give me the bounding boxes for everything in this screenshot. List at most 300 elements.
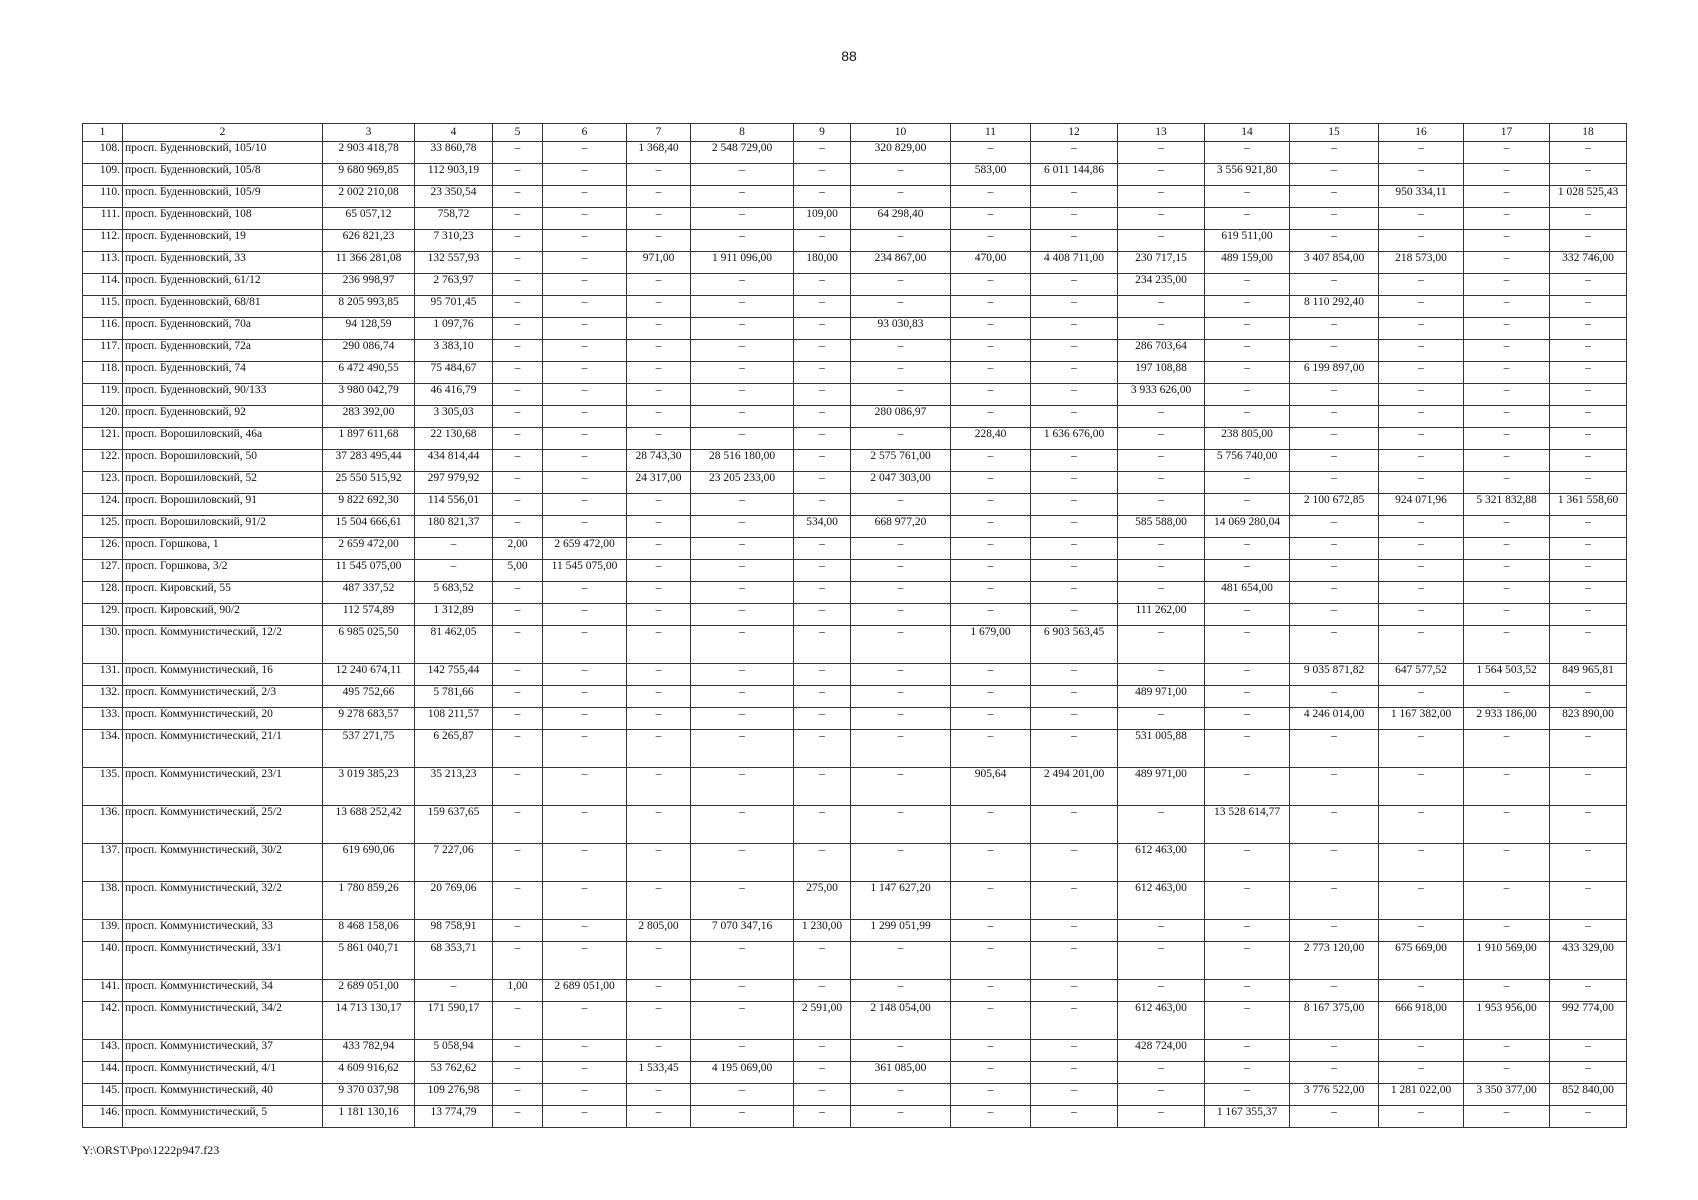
value-cell: –	[1464, 362, 1550, 384]
value-cell: –	[794, 626, 851, 664]
value-cell: 668 977,20	[851, 516, 951, 538]
value-cell: –	[951, 730, 1031, 768]
address-cell: просп. Коммунистический, 37	[123, 1040, 323, 1062]
value-cell: –	[493, 142, 543, 164]
row-number-cell: 135.	[83, 768, 123, 806]
header-cell: 1	[83, 124, 123, 142]
value-cell: –	[1118, 1084, 1205, 1106]
value-cell: –	[691, 384, 794, 406]
value-cell: –	[1205, 406, 1290, 428]
value-cell: –	[794, 274, 851, 296]
value-cell: –	[493, 920, 543, 942]
value-cell: –	[1550, 406, 1627, 428]
value-cell: –	[851, 664, 951, 686]
address-cell: просп. Коммунистический, 25/2	[123, 806, 323, 844]
value-cell: –	[1205, 362, 1290, 384]
value-cell: –	[951, 450, 1031, 472]
value-cell: –	[627, 1084, 691, 1106]
table-row	[83, 186, 1627, 208]
value-cell: –	[1205, 538, 1290, 560]
value-cell: –	[493, 384, 543, 406]
value-cell: –	[1205, 208, 1290, 230]
value-cell: –	[1031, 1002, 1118, 1040]
value-cell: –	[1464, 844, 1550, 882]
header-cell: 9	[794, 124, 851, 142]
value-cell: –	[794, 730, 851, 768]
value-cell: –	[1379, 1040, 1464, 1062]
header-cell: 8	[691, 124, 794, 142]
value-cell: –	[1118, 230, 1205, 252]
value-cell: –	[951, 942, 1031, 980]
value-cell: –	[1031, 230, 1118, 252]
value-cell: 286 703,64	[1118, 340, 1205, 362]
value-cell: –	[627, 362, 691, 384]
value-cell: –	[1205, 472, 1290, 494]
value-cell: –	[1290, 274, 1379, 296]
value-cell: 1 097,76	[415, 318, 493, 340]
row-number-cell: 115.	[83, 296, 123, 318]
value-cell: –	[493, 582, 543, 604]
value-cell: 142 755,44	[415, 664, 493, 686]
value-cell: –	[627, 384, 691, 406]
value-cell: –	[1118, 494, 1205, 516]
value-cell: –	[1290, 1062, 1379, 1084]
value-cell: 1 281 022,00	[1379, 1084, 1464, 1106]
value-cell: 1 167 382,00	[1379, 708, 1464, 730]
value-cell: –	[1550, 296, 1627, 318]
row-number-cell: 144.	[83, 1062, 123, 1084]
value-cell: –	[691, 494, 794, 516]
value-cell: –	[794, 472, 851, 494]
value-cell: –	[1290, 340, 1379, 362]
value-cell: –	[1290, 920, 1379, 942]
value-cell: 2 047 303,00	[851, 472, 951, 494]
value-cell: –	[691, 806, 794, 844]
address-cell: просп. Буденновский, 72а	[123, 340, 323, 362]
value-cell: –	[1464, 296, 1550, 318]
value-cell: –	[543, 362, 627, 384]
row-number-cell: 142.	[83, 1002, 123, 1040]
value-cell: 2 100 672,85	[1290, 494, 1379, 516]
value-cell: –	[627, 340, 691, 362]
value-cell: 612 463,00	[1118, 882, 1205, 920]
row-number-cell: 111.	[83, 208, 123, 230]
address-cell: просп. Коммунистический, 30/2	[123, 844, 323, 882]
row-number-cell: 128.	[83, 582, 123, 604]
table-row	[83, 164, 1627, 186]
value-cell: 2 575 761,00	[851, 450, 951, 472]
row-number-cell: 139.	[83, 920, 123, 942]
value-cell: 234 867,00	[851, 252, 951, 274]
value-cell: –	[627, 664, 691, 686]
value-cell: –	[1290, 768, 1379, 806]
value-cell: –	[1290, 844, 1379, 882]
value-cell: –	[1118, 538, 1205, 560]
value-cell: –	[415, 980, 493, 1002]
value-cell: 1 312,89	[415, 604, 493, 626]
value-cell: 64 298,40	[851, 208, 951, 230]
header-cell: 7	[627, 124, 691, 142]
value-cell: 94 128,59	[323, 318, 415, 340]
value-cell: –	[1379, 730, 1464, 768]
value-cell: 1 636 676,00	[1031, 428, 1118, 450]
value-cell: –	[951, 296, 1031, 318]
value-cell: –	[1205, 626, 1290, 664]
value-cell: –	[1205, 768, 1290, 806]
value-cell: –	[627, 1002, 691, 1040]
value-cell: –	[1550, 362, 1627, 384]
value-cell: –	[1290, 406, 1379, 428]
value-cell: –	[1379, 450, 1464, 472]
value-cell: –	[851, 768, 951, 806]
table-row	[83, 384, 1627, 406]
value-cell: –	[851, 230, 951, 252]
value-cell: 2 148 054,00	[851, 1002, 951, 1040]
value-cell: –	[493, 882, 543, 920]
value-cell: –	[493, 1106, 543, 1128]
value-cell: –	[1464, 384, 1550, 406]
value-cell: 619 690,06	[323, 844, 415, 882]
value-cell: –	[493, 1084, 543, 1106]
value-cell: –	[627, 806, 691, 844]
value-cell: –	[493, 1002, 543, 1040]
row-number-cell: 113.	[83, 252, 123, 274]
value-cell: 1 910 569,00	[1464, 942, 1550, 980]
header-cell: 2	[123, 124, 323, 142]
value-cell: 1 028 525,43	[1550, 186, 1627, 208]
value-cell: –	[951, 1084, 1031, 1106]
header-cell: 17	[1464, 124, 1550, 142]
value-cell: 2 763,97	[415, 274, 493, 296]
value-cell: 6 265,87	[415, 730, 493, 768]
value-cell: –	[1550, 538, 1627, 560]
address-cell: просп. Буденновский, 90/133	[123, 384, 323, 406]
value-cell: –	[1031, 406, 1118, 428]
value-cell: –	[1379, 582, 1464, 604]
value-cell: –	[794, 362, 851, 384]
value-cell: 108 211,57	[415, 708, 493, 730]
value-cell: –	[1031, 708, 1118, 730]
value-cell: 9 822 692,30	[323, 494, 415, 516]
value-cell: –	[794, 450, 851, 472]
value-cell: 1,00	[493, 980, 543, 1002]
address-cell: просп. Коммунистический, 23/1	[123, 768, 323, 806]
value-cell: –	[1550, 604, 1627, 626]
value-cell: 75 484,67	[415, 362, 493, 384]
value-cell: –	[794, 942, 851, 980]
table-row	[83, 560, 1627, 582]
value-cell: –	[1379, 318, 1464, 340]
value-cell: 2 689 051,00	[543, 980, 627, 1002]
value-cell: –	[543, 450, 627, 472]
value-cell: –	[1031, 942, 1118, 980]
value-cell: –	[1031, 806, 1118, 844]
value-cell: –	[543, 472, 627, 494]
value-cell: 132 557,93	[415, 252, 493, 274]
value-cell: –	[1031, 844, 1118, 882]
value-cell: 37 283 495,44	[323, 450, 415, 472]
value-cell: 6 199 897,00	[1290, 362, 1379, 384]
value-cell: –	[794, 980, 851, 1002]
value-cell: 5 781,66	[415, 686, 493, 708]
value-cell: 2 933 186,00	[1464, 708, 1550, 730]
value-cell: –	[794, 582, 851, 604]
value-cell: –	[1031, 730, 1118, 768]
value-cell: –	[691, 582, 794, 604]
value-cell: 81 462,05	[415, 626, 493, 664]
table-row	[83, 296, 1627, 318]
value-cell: –	[951, 142, 1031, 164]
value-cell: –	[1550, 730, 1627, 768]
value-cell: –	[1031, 296, 1118, 318]
value-cell: –	[951, 274, 1031, 296]
value-cell: 197 108,88	[1118, 362, 1205, 384]
value-cell: 852 840,00	[1550, 1084, 1627, 1106]
value-cell: –	[627, 768, 691, 806]
value-cell: –	[1290, 428, 1379, 450]
value-cell: –	[1290, 186, 1379, 208]
value-cell: 3 383,10	[415, 340, 493, 362]
value-cell: 8 205 993,85	[323, 296, 415, 318]
row-number-cell: 114.	[83, 274, 123, 296]
value-cell: –	[493, 450, 543, 472]
value-cell: 971,00	[627, 252, 691, 274]
value-cell: –	[1118, 664, 1205, 686]
value-cell: –	[1290, 208, 1379, 230]
value-cell: –	[794, 560, 851, 582]
address-cell: просп. Коммунистический, 21/1	[123, 730, 323, 768]
value-cell: –	[1464, 686, 1550, 708]
value-cell: 14 713 130,17	[323, 1002, 415, 1040]
value-cell: 6 985 025,50	[323, 626, 415, 664]
value-cell: –	[691, 1002, 794, 1040]
value-cell: –	[794, 1040, 851, 1062]
value-cell: 7 310,23	[415, 230, 493, 252]
value-cell: 647 577,52	[1379, 664, 1464, 686]
table-row	[83, 1062, 1627, 1084]
value-cell: –	[627, 708, 691, 730]
value-cell: –	[951, 806, 1031, 844]
value-cell: 619 511,00	[1205, 230, 1290, 252]
value-cell: –	[1031, 450, 1118, 472]
value-cell: –	[627, 882, 691, 920]
address-cell: просп. Коммунистический, 4/1	[123, 1062, 323, 1084]
value-cell: –	[1205, 708, 1290, 730]
value-cell: –	[627, 1106, 691, 1128]
value-cell: –	[1550, 274, 1627, 296]
value-cell: –	[1464, 274, 1550, 296]
value-cell: 1 953 956,00	[1464, 1002, 1550, 1040]
value-cell: –	[1031, 1106, 1118, 1128]
row-number-cell: 124.	[83, 494, 123, 516]
value-cell: –	[951, 538, 1031, 560]
value-cell: –	[1031, 604, 1118, 626]
value-cell: –	[1290, 582, 1379, 604]
value-cell: –	[691, 882, 794, 920]
value-cell: 992 774,00	[1550, 1002, 1627, 1040]
value-cell: –	[1290, 318, 1379, 340]
value-cell: –	[1290, 560, 1379, 582]
value-cell: –	[1118, 186, 1205, 208]
value-cell: –	[1290, 384, 1379, 406]
value-cell: 13 774,79	[415, 1106, 493, 1128]
value-cell: –	[543, 844, 627, 882]
value-cell: –	[493, 806, 543, 844]
value-cell: 6 011 144,86	[1031, 164, 1118, 186]
value-cell: –	[851, 296, 951, 318]
value-cell: 950 334,11	[1379, 186, 1464, 208]
value-cell: –	[1379, 920, 1464, 942]
value-cell: –	[1550, 920, 1627, 942]
value-cell: –	[1031, 472, 1118, 494]
value-cell: –	[1290, 604, 1379, 626]
value-cell: –	[691, 604, 794, 626]
value-cell: –	[1031, 494, 1118, 516]
value-cell: –	[691, 362, 794, 384]
value-cell: –	[794, 494, 851, 516]
value-cell: –	[691, 708, 794, 730]
value-cell: –	[627, 686, 691, 708]
value-cell: 234 235,00	[1118, 274, 1205, 296]
value-cell: –	[1205, 1084, 1290, 1106]
table-row	[83, 806, 1627, 844]
value-cell: –	[627, 980, 691, 1002]
value-cell: –	[851, 1084, 951, 1106]
value-cell: 109,00	[794, 208, 851, 230]
value-cell: 12 240 674,11	[323, 664, 415, 686]
value-cell: –	[1379, 340, 1464, 362]
table-row	[83, 274, 1627, 296]
value-cell: –	[1550, 686, 1627, 708]
value-cell: –	[794, 1062, 851, 1084]
value-cell: –	[851, 340, 951, 362]
address-cell: просп. Коммунистический, 33/1	[123, 942, 323, 980]
value-cell: –	[1464, 318, 1550, 340]
value-cell: –	[794, 340, 851, 362]
address-cell: просп. Буденновский, 105/10	[123, 142, 323, 164]
value-cell: –	[1205, 1002, 1290, 1040]
value-cell: 434 814,44	[415, 450, 493, 472]
value-cell: –	[951, 844, 1031, 882]
value-cell: –	[543, 1002, 627, 1040]
value-cell: –	[1118, 920, 1205, 942]
value-cell: 3 933 626,00	[1118, 384, 1205, 406]
row-number-cell: 134.	[83, 730, 123, 768]
header-cell: 6	[543, 124, 627, 142]
value-cell: –	[627, 942, 691, 980]
value-cell: 11 545 075,00	[323, 560, 415, 582]
value-cell: –	[851, 494, 951, 516]
address-cell: просп. Ворошиловский, 50	[123, 450, 323, 472]
row-number-cell: 145.	[83, 1084, 123, 1106]
table-row	[83, 980, 1627, 1002]
value-cell: 1 679,00	[951, 626, 1031, 664]
value-cell: –	[1379, 406, 1464, 428]
value-cell: –	[691, 942, 794, 980]
value-cell: 275,00	[794, 882, 851, 920]
value-cell: –	[1290, 980, 1379, 1002]
row-number-cell: 137.	[83, 844, 123, 882]
value-cell: 112 574,89	[323, 604, 415, 626]
value-cell: –	[1118, 142, 1205, 164]
header-cell: 10	[851, 124, 951, 142]
table-row	[83, 686, 1627, 708]
value-cell: –	[951, 230, 1031, 252]
row-number-cell: 122.	[83, 450, 123, 472]
value-cell: 531 005,88	[1118, 730, 1205, 768]
value-cell: –	[543, 296, 627, 318]
value-cell: –	[493, 494, 543, 516]
value-cell: –	[1379, 882, 1464, 920]
value-cell: 13 528 614,77	[1205, 806, 1290, 844]
value-cell: –	[1464, 340, 1550, 362]
value-cell: –	[794, 384, 851, 406]
value-cell: –	[794, 806, 851, 844]
value-cell: –	[951, 1040, 1031, 1062]
value-cell: –	[1550, 806, 1627, 844]
value-cell: 2 773 120,00	[1290, 942, 1379, 980]
value-cell: 230 717,15	[1118, 252, 1205, 274]
table-row	[83, 494, 1627, 516]
value-cell: –	[1205, 560, 1290, 582]
value-cell: –	[851, 730, 951, 768]
value-cell: 537 271,75	[323, 730, 415, 768]
value-cell: 823 890,00	[1550, 708, 1627, 730]
value-cell: –	[1118, 708, 1205, 730]
value-cell: 2 548 729,00	[691, 142, 794, 164]
value-cell: –	[1379, 844, 1464, 882]
value-cell: 8 110 292,40	[1290, 296, 1379, 318]
value-cell: –	[1118, 296, 1205, 318]
value-cell: –	[1118, 980, 1205, 1002]
value-cell: 9 370 037,98	[323, 1084, 415, 1106]
value-cell: 6 472 490,55	[323, 362, 415, 384]
value-cell: –	[951, 384, 1031, 406]
row-number-cell: 130.	[83, 626, 123, 664]
value-cell: 2 689 051,00	[323, 980, 415, 1002]
value-cell: –	[1205, 730, 1290, 768]
value-cell: –	[543, 340, 627, 362]
value-cell: –	[1205, 318, 1290, 340]
value-cell: –	[543, 1084, 627, 1106]
value-cell: –	[1205, 1040, 1290, 1062]
value-cell: 8 468 158,06	[323, 920, 415, 942]
value-cell: 33 860,78	[415, 142, 493, 164]
value-cell: –	[1290, 882, 1379, 920]
value-cell: –	[1379, 1062, 1464, 1084]
value-cell: 98 758,91	[415, 920, 493, 942]
value-cell: –	[794, 318, 851, 340]
value-cell: –	[493, 664, 543, 686]
value-cell: –	[794, 406, 851, 428]
value-cell: –	[627, 296, 691, 318]
value-cell: –	[1550, 472, 1627, 494]
value-cell: –	[1031, 208, 1118, 230]
value-cell: –	[1464, 604, 1550, 626]
value-cell: –	[1031, 582, 1118, 604]
value-cell: 5 683,52	[415, 582, 493, 604]
value-cell: –	[794, 428, 851, 450]
value-cell: –	[1550, 1040, 1627, 1062]
table-row	[83, 450, 1627, 472]
value-cell: –	[1031, 560, 1118, 582]
value-cell: –	[543, 920, 627, 942]
value-cell: 924 071,96	[1379, 494, 1464, 516]
row-number-cell: 140.	[83, 942, 123, 980]
value-cell: 1 230,00	[794, 920, 851, 942]
value-cell: 4 609 916,62	[323, 1062, 415, 1084]
value-cell: –	[1290, 1106, 1379, 1128]
